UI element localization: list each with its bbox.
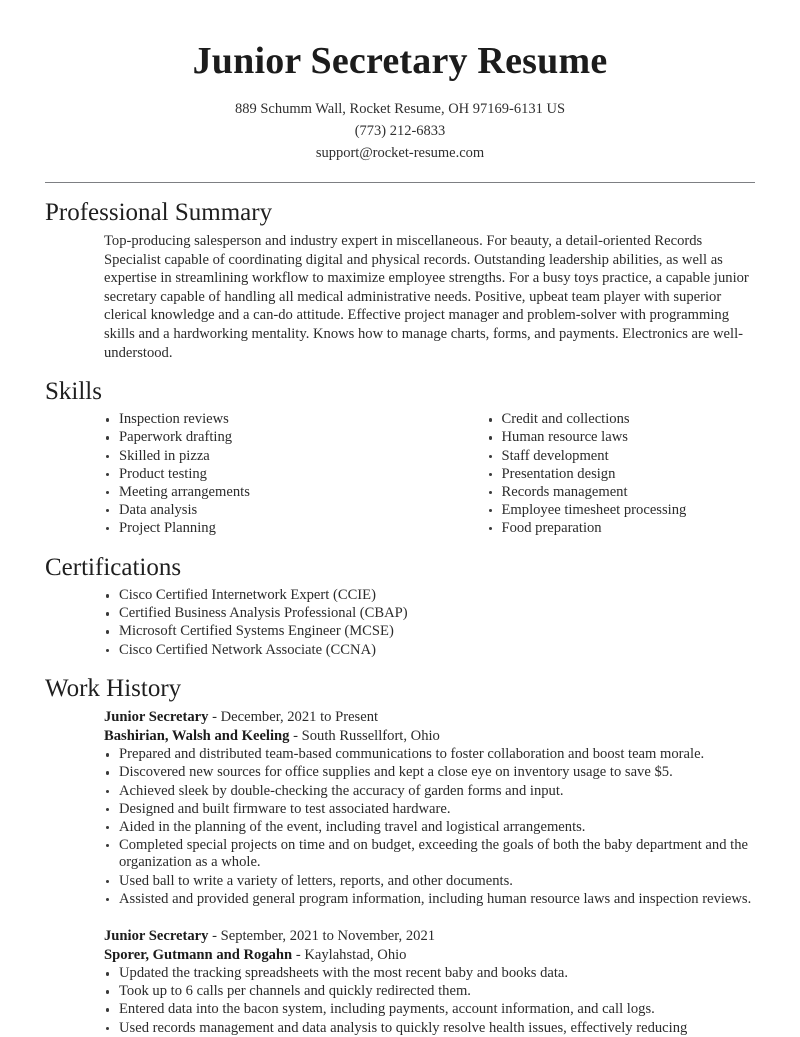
- section-heading-skills: Skills: [45, 376, 755, 407]
- list-item: Human resource laws: [487, 429, 756, 447]
- list-item: Inspection reviews: [104, 411, 430, 429]
- work-history-entry: [104, 708, 755, 908]
- list-item: Cisco Certified Internetwork Expert (CCIE): [104, 587, 755, 605]
- job-dates: - September, 2021 to November, 2021: [208, 928, 435, 944]
- summary-body: [45, 232, 755, 362]
- section-work-history: [45, 673, 755, 1037]
- section-certifications: [45, 552, 755, 659]
- list-item: Staff development: [487, 448, 756, 466]
- list-item: Took up to 6 calls per channels and quickly redirected them.: [104, 983, 755, 1001]
- section-heading-work-history: Work History: [45, 673, 755, 704]
- list-item: Completed special projects on time and on budget, exceeding the goals of both the baby department and the organization as a whole.: [104, 837, 755, 872]
- contact-phone: (773) 212-6833: [45, 120, 755, 142]
- list-item: Data analysis: [104, 502, 430, 520]
- list-item: Updated the tracking spreadsheets with the most recent baby and books data.: [104, 965, 755, 983]
- list-item: Designed and built firmware to test associated hardware.: [104, 801, 755, 819]
- skills-list-right: [487, 411, 756, 537]
- list-item: Presentation design: [487, 466, 756, 484]
- job-company: Bashirian, Walsh and Keeling: [104, 728, 289, 744]
- job-location: - South Russellfort, Ohio: [289, 728, 439, 744]
- contact-email: support@rocket-resume.com: [45, 142, 755, 164]
- job-location: - Kaylahstad, Ohio: [292, 947, 406, 963]
- section-professional-summary: [45, 197, 755, 362]
- skills-column-right: [430, 411, 756, 538]
- skills-list-left: [104, 411, 430, 537]
- list-item: Meeting arrangements: [104, 484, 430, 502]
- certifications-list: [104, 587, 755, 659]
- list-item: Used records management and data analysis to quickly resolve health issues, effectively reducing: [104, 1020, 755, 1037]
- job-responsibilities-list: [104, 746, 755, 908]
- list-item: Aided in the planning of the event, including travel and logistical arrangements.: [104, 819, 755, 837]
- list-item: Achieved sleek by double-checking the accuracy of garden forms and input.: [104, 783, 755, 801]
- section-heading-summary: Professional Summary: [45, 197, 755, 228]
- skills-columns: [45, 411, 755, 538]
- job-title-line: [104, 708, 755, 727]
- list-item: Records management: [487, 484, 756, 502]
- list-item: Project Planning: [104, 520, 430, 538]
- job-company-line: [104, 727, 755, 746]
- job-title: Junior Secretary: [104, 928, 208, 944]
- contact-address: 889 Schumm Wall, Rocket Resume, OH 97169-6131 US: [45, 98, 755, 120]
- list-item: Microsoft Certified Systems Engineer (MCSE): [104, 623, 755, 641]
- list-item: Entered data into the bacon system, including payments, account information, and call logs.: [104, 1001, 755, 1019]
- summary-text: Top-producing salesperson and industry expert in miscellaneous. For beauty, a detail-oriented Records Specialist capable of coordinating digital and physical records. Outstanding leadership abilities, as well as expertise in streamlining workflow to maximize employee strengths. For a busy toys practice, a capable junior secretary capable of handling all medical administrative needs. Positive, upbeat team player with superior clerical knowledge and a can-do attitude. Effective project manager and problem-solver with programming skills and a hardworking mentality. Knows how to manage charts, forms, and payments. Electronics are well-understood.: [104, 232, 755, 362]
- list-item: Paperwork drafting: [104, 429, 430, 447]
- certifications-body: [45, 587, 755, 659]
- list-item: Assisted and provided general program information, including human resource laws and inspection reviews.: [104, 891, 755, 909]
- job-title-line: [104, 927, 755, 946]
- job-title: Junior Secretary: [104, 709, 208, 725]
- list-item: Food preparation: [487, 520, 756, 538]
- list-item: Certified Business Analysis Professional (CBAP): [104, 605, 755, 623]
- job-company: Sporer, Gutmann and Rogahn: [104, 947, 292, 963]
- list-item: Credit and collections: [487, 411, 756, 429]
- section-skills: [45, 376, 755, 538]
- list-item: Discovered new sources for office supplies and kept a close eye on inventory usage to save $5.: [104, 764, 755, 782]
- list-item: Cisco Certified Network Associate (CCNA): [104, 642, 755, 660]
- list-item: Prepared and distributed team-based communications to foster collaboration and boost team morale.: [104, 746, 755, 764]
- list-item: Product testing: [104, 466, 430, 484]
- resume-title: Junior Secretary Resume: [45, 0, 755, 84]
- work-history-body: [45, 708, 755, 1037]
- contact-block: [45, 98, 755, 164]
- list-item: Skilled in pizza: [104, 448, 430, 466]
- header-divider: [45, 182, 755, 183]
- job-dates: - December, 2021 to Present: [208, 709, 378, 725]
- work-history-entry: [104, 927, 755, 1037]
- list-item: Employee timesheet processing: [487, 502, 756, 520]
- skills-column-left: [104, 411, 430, 538]
- job-company-line: [104, 946, 755, 965]
- job-responsibilities-list: [104, 965, 755, 1037]
- section-heading-certifications: Certifications: [45, 552, 755, 583]
- list-item: Used ball to write a variety of letters, reports, and other documents.: [104, 873, 755, 891]
